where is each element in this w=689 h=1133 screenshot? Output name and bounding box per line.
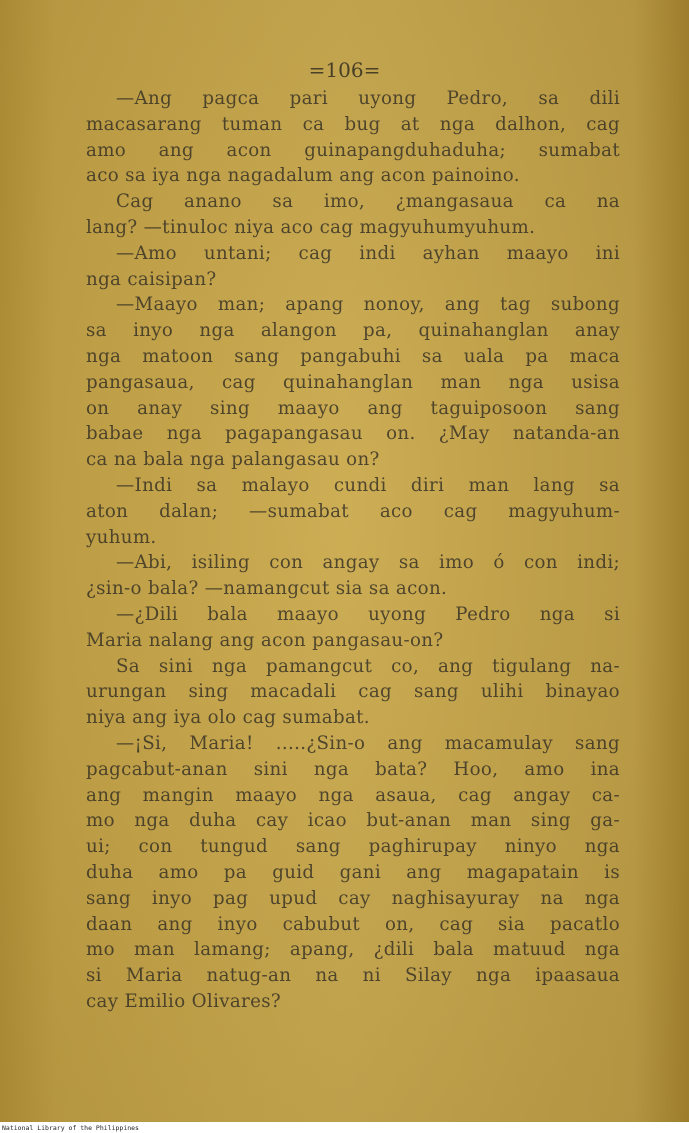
text-line: —Amo untani; cag indi ayhan maayo ini xyxy=(116,242,620,264)
text-line: Cag anano sa imo, ¿mangasaua ca na xyxy=(116,191,620,213)
text-line: nga matoon sang pangabuhi sa uala pa maca xyxy=(86,345,620,367)
text-line: —Ang pagca pari uyong Pedro, sa dili xyxy=(116,88,620,109)
text-line: duha amo pa guid gani ang magapatain is xyxy=(86,861,620,883)
text-line: si Maria natug-an na ni Silay nga ipaasaua xyxy=(86,965,620,987)
text-line: —Indi sa malayo cundi diri man lang sa xyxy=(116,474,620,496)
text-line: lang? —tinuloc niya aco cag magyuhumyuhum. xyxy=(86,216,536,238)
text-line: mo nga duha cay icao but-anan man sing ga- xyxy=(86,810,620,832)
text-line: niya ang iya olo cag sumabat. xyxy=(86,707,370,729)
text-line: aco sa iya nga nagadalum ang acon painoino. xyxy=(86,165,520,187)
text-line: amo ang acon guinapangduhaduha; sumabat xyxy=(86,139,620,161)
text-line: yuhum. xyxy=(86,526,157,548)
text-line: ¿sin-o bala? —namangcut sia sa acon. xyxy=(86,578,448,600)
text-line: Maria nalang ang acon pangasau-on? xyxy=(86,629,444,651)
text-line: —Abi, isiling con angay sa imo ó con indi; xyxy=(116,552,620,574)
text-line: babae nga pagapangasau on. ¿May natanda-an xyxy=(86,423,620,445)
text-line: macasarang tuman ca bug at nga dalhon, cag xyxy=(86,113,620,135)
text-line: —Maayo man; apang nonoy, ang tag subong xyxy=(116,294,620,316)
text-line: ca na bala nga palangasau on? xyxy=(86,449,380,471)
text-line: nga caisipan? xyxy=(86,268,217,290)
library-credit: National Library of the Philippines xyxy=(2,1124,139,1132)
text-line: ui; con tungud sang paghirupay ninyo nga xyxy=(86,836,620,858)
text-line: sang inyo pag upud cay naghisayuray na nga xyxy=(86,887,620,909)
text-line: daan ang inyo cabubut on, cag sia pacatlo xyxy=(86,913,620,935)
text-line: pagcabut-anan sini nga bata? Hoo, amo ina xyxy=(86,758,620,780)
page-number: =106= xyxy=(308,58,381,82)
text-line: urungan sing macadali cag sang ulihi binayao xyxy=(86,681,620,703)
text-line: cay Emilio Olivares? xyxy=(86,990,281,1012)
body-text xyxy=(86,86,620,1015)
text-line: —¡Si, Maria! .....¿Sin-o ang macamulay sang xyxy=(116,732,620,754)
text-line: on anay sing maayo ang taguiposoon sang xyxy=(86,397,620,419)
text-line: Sa sini nga pamangcut co, ang tigulang na- xyxy=(116,655,620,677)
text-line: pangasaua, cag quinahanglan man nga usisa xyxy=(86,371,620,393)
text-line: sa inyo nga alangon pa, quinahanglan anay xyxy=(86,320,620,342)
text-line: ang mangin maayo nga asaua, cag angay ca- xyxy=(86,784,620,806)
text-line: mo man lamang; apang, ¿dili bala matuud nga xyxy=(86,939,620,961)
text-line: aton dalan; —sumabat aco cag magyuhum- xyxy=(86,500,620,522)
text-line: —¿Dili bala maayo uyong Pedro nga si xyxy=(116,603,620,625)
